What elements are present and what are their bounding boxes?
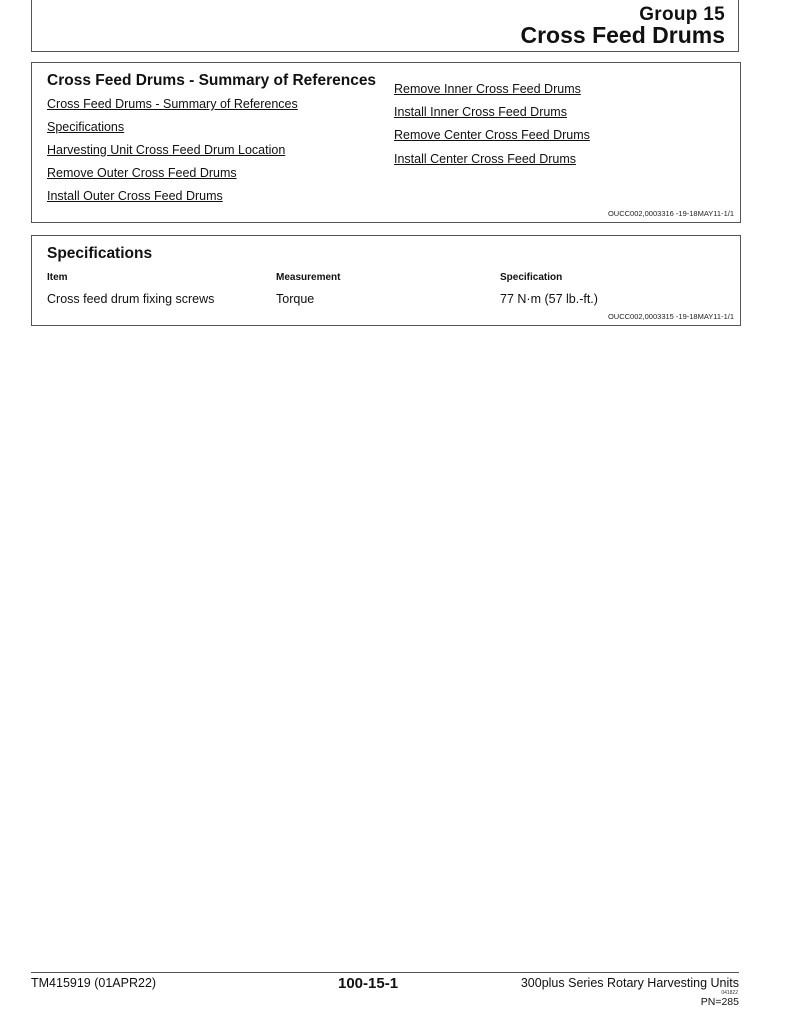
footer-manual-title: 300plus Series Rotary Harvesting Units [520,976,739,990]
link-remove-inner-drums[interactable]: Remove Inner Cross Feed Drums [394,82,581,96]
footer-manual-id: TM415919 (01APR22) [31,976,157,990]
link-drum-location[interactable]: Harvesting Unit Cross Feed Drum Location [47,143,286,157]
spec-cell-specification: 77 N·m (57 lb.-ft.) [500,292,598,306]
footer-small-code: 041822 [721,990,738,996]
specifications-ref-code: OUCC002,0003315 -19-18MAY11-1/1 [607,312,734,321]
references-ref-code: OUCC002,0003316 -19-18MAY11-1/1 [607,209,734,218]
link-specifications[interactable]: Specifications [47,120,125,134]
column-header-item: Item [47,272,68,283]
link-install-inner-drums[interactable]: Install Inner Cross Feed Drums [394,105,567,119]
spec-cell-item: Cross feed drum fixing screws [47,292,215,306]
chapter-title: Cross Feed Drums [520,22,725,48]
link-summary-of-references[interactable]: Cross Feed Drums - Summary of References [47,97,298,111]
specifications-title: Specifications [47,245,153,262]
link-remove-outer-drums[interactable]: Remove Outer Cross Feed Drums [47,166,237,180]
footer-pn: PN=285 [700,996,739,1008]
link-install-outer-drums[interactable]: Install Outer Cross Feed Drums [47,189,223,203]
footer-divider [31,972,739,973]
group-label: Group 15 [639,4,725,25]
link-remove-center-drums[interactable]: Remove Center Cross Feed Drums [394,128,590,142]
spec-cell-measurement: Torque [276,292,315,306]
column-header-measurement: Measurement [276,272,341,283]
column-header-specification: Specification [500,272,563,283]
references-title: Cross Feed Drums - Summary of References [47,72,377,89]
link-install-center-drums[interactable]: Install Center Cross Feed Drums [394,152,577,166]
footer-page-number: 100-15-1 [338,975,399,992]
